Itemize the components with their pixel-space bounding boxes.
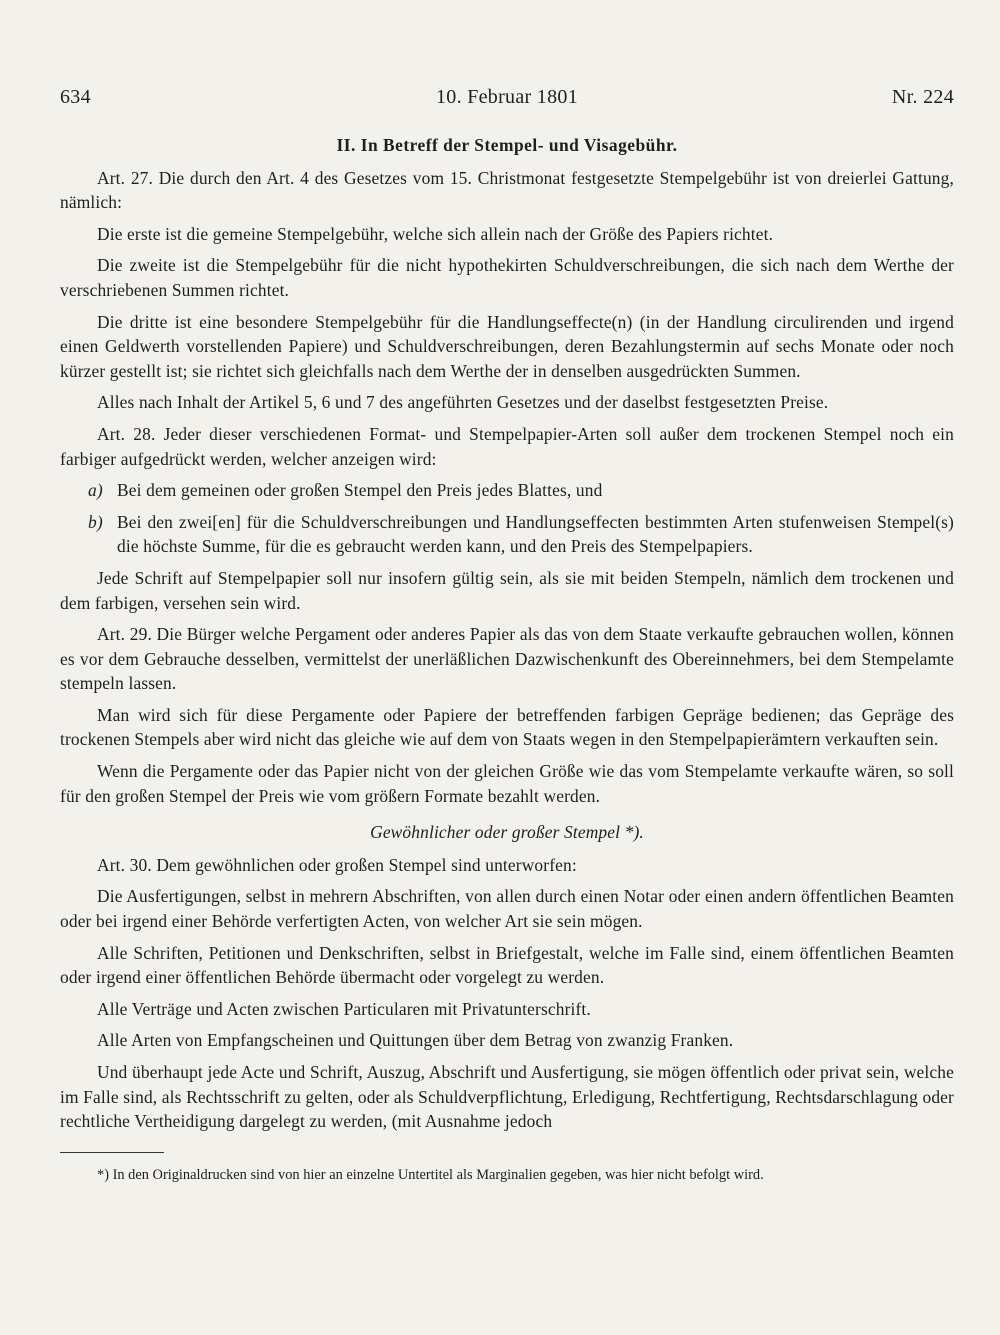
paragraph: Und überhaupt jede Acte und Schrift, Auszug, Abschrift und Ausfertigung, sie mögen öffentlich oder privat sein, welche im Falle sind, als Rechtsschrift zu gelten, oder als Schuldverpflichtung, Erledigung, Rechtfertigung, Rechtsdarschlagung oder rechtliche Vertheidigung dargelegt zu werden, (mit Ausnahme jedoch — [60, 1062, 954, 1132]
section-title: II. In Betreff der Stempel- und Visagebühr. — [336, 135, 678, 155]
paragraph: Die zweite ist die Stempelgebühr für die nicht hypothekirten Schuldverschreibungen, die sich nach dem Werthe der verschriebenen Summen richtet. — [60, 255, 954, 300]
paragraph-art29: Art. 29. Die Bürger welche Pergament oder anderes Papier als das von dem Staate verkaufte gebrauchen wollen, können es vor dem Gebrauche desselben, vermittelst der unerläßlichen Dazwischenkunft des Obereinnehmers, bei dem Stempelamte stempeln lassen. — [60, 624, 954, 694]
paragraph-art27: Art. 27. Die durch den Art. 4 des Gesetzes vom 15. Christmonat festgesetzte Stempelgebühr ist von dreierlei Gattung, nämlich: — [60, 167, 954, 213]
paragraph: Jede Schrift auf Stempelpapier soll nur insofern gültig sein, als sie mit beiden Stempeln, nämlich dem trockenen und dem farbigen, versehen sein wird. — [60, 567, 954, 613]
list-item — [60, 510, 954, 559]
footnote-rule — [60, 1152, 164, 1153]
list-marker: b) — [88, 511, 103, 532]
paragraph: Die erste ist die gemeine Stempelgebühr, welche sich allein nach der Größe des Papiers richtet. — [97, 223, 774, 244]
paragraph: Alle Arten von Empfangscheinen und Quittungen über dem Betrag von zwanzig Franken. — [97, 1030, 734, 1051]
paragraph: Wenn die Pergamente oder das Papier nicht von der gleichen Größe wie das vom Stempelamte verkaufte wären, so soll für den großen Stempel der Preis wie vom größern Formate bezahlt werden. — [60, 761, 954, 806]
paragraph: Die Ausfertigungen, selbst in mehrern Abschriften, von allen durch einen Notar oder einen andern öffentlichen Beamten oder bei irgend einer Behörde verfertigten Acten, von welcher Art sie sein mögen. — [60, 886, 954, 932]
list-item — [60, 478, 954, 503]
document-number: Nr. 224 — [891, 86, 954, 108]
subheading: Gewöhnlicher oder großer Stempel *). — [370, 822, 644, 843]
paragraph: Die dritte ist eine besondere Stempelgebühr für die Handlungseffecte(n) (in der Handlung circulirenden und irgend einen Geldwerth vorstellenden Papiere) und Schuldverschreibungen, deren Bezahlungstermin auf sechs Monate oder noch kürzer gestellt ist; sie richtet sich gleichfalls nach dem Werthe der in denselben ausgedrückten Summen. — [60, 311, 954, 381]
header-date: 10. Februar 1801 — [436, 86, 578, 108]
body-text — [60, 133, 954, 1141]
paragraph: Alle Verträge und Acten zwischen Particularen mit Privatunterschrift. — [97, 998, 591, 1019]
page-header — [60, 86, 954, 118]
paragraph-art28: Art. 28. Jeder dieser verschiedenen Format- und Stempelpapier-Arten soll außer dem trockenen Stempel noch ein farbiger aufgedrückt werden, welcher anzeigen wird: — [60, 423, 954, 469]
paragraph-art30: Art. 30. Dem gewöhnlichen oder großen Stempel sind unterworfen: — [97, 854, 577, 875]
list-item-text: Bei den zwei[en] für die Schuldverschreibungen und Handlungseffecten bestimmten Arten stufenweisen Stempel(s) die höchste Summe, für die es gebraucht werden kann, und den Preis des Stempelpapiers. — [117, 511, 954, 557]
page-number: 634 — [60, 86, 91, 108]
paragraph: Man wird sich für diese Pergamente oder Papiere der betreffenden farbigen Gepräge bedienen; das Gepräge des trockenen Stempels aber wird nicht das gleiche wie auf dem von Staats wegen in den Stempelpapierämtern verkauften sein. — [60, 704, 954, 750]
footnote: *) In den Originaldrucken sind von hier an einzelne Untertitel als Marginalien gegeben, was hier nicht befolgt wird. — [97, 1167, 764, 1183]
list-marker: a) — [88, 480, 103, 501]
paragraph: Alle Schriften, Petitionen und Denkschriften, selbst in Briefgestalt, welche im Falle sind, einem öffentlichen Beamten oder irgend einer öffentlichen Behörde übermacht oder vorgelegt zu werden. — [60, 942, 954, 988]
list-item-text: Bei dem gemeinen oder großen Stempel den Preis jedes Blattes, und — [117, 480, 603, 501]
paragraph: Alles nach Inhalt der Artikel 5, 6 und 7 des angeführten Gesetzes und der daselbst festgesetzten Preise. — [97, 392, 829, 413]
